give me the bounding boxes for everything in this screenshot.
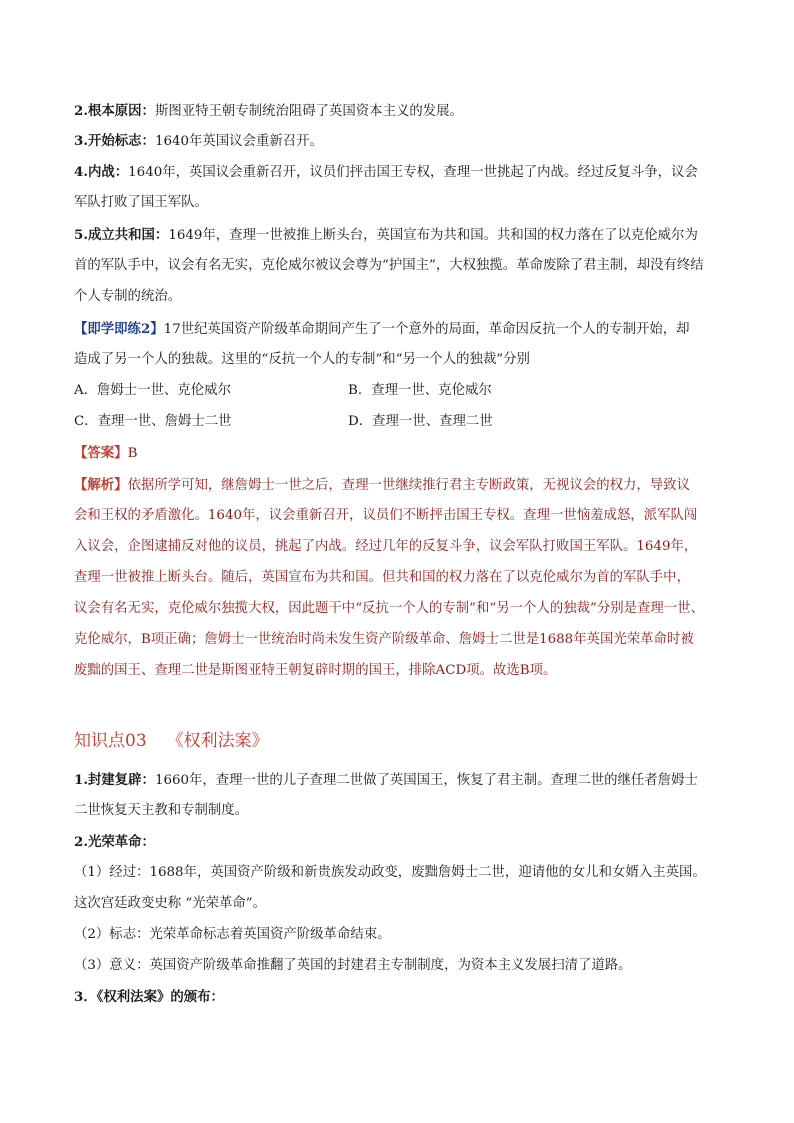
cause-label: 2.根本原因： bbox=[74, 103, 155, 119]
sign-text: 光荣革命标志着英国资产阶级革命结束。 bbox=[149, 927, 391, 942]
analysis-line-3: 入议会，企图逮捕反对他的议员，挑起了内战。经过几年的反复斗争，议会军队打败国王军队。1649年， bbox=[74, 539, 698, 554]
analysis-line-5: 议会有名无实，克伦威尔独揽大权，因此题干中“反抗一个人的专制”和“另一个人的独裁”分别是查理一世、 bbox=[74, 601, 704, 616]
option-a: A．詹姆士一世、克伦威尔 bbox=[74, 383, 231, 398]
option-c: C．查理一世、詹姆士二世 bbox=[74, 414, 232, 429]
analysis-line-1 bbox=[74, 476, 690, 495]
answer-line bbox=[74, 444, 137, 463]
answer-value: B bbox=[127, 446, 138, 461]
republic-label: 5.成立共和国： bbox=[74, 227, 169, 243]
knowledge-point-heading bbox=[74, 730, 269, 752]
analysis-line-7: 废黜的国王、查理二世是斯图亚特王朝复辟时期的国王，排除ACD项。故选B项。 bbox=[74, 663, 557, 678]
cause-text: 斯图亚特王朝专制统治阻碍了英国资本主义的发展。 bbox=[154, 104, 463, 119]
process-label: （1）经过： bbox=[74, 865, 150, 880]
republic-text-1: 1649年，查理一世被推上断头台，英国宣布为共和国。共和国的权力落在了以克伦威尔为 bbox=[168, 228, 698, 243]
exercise-tag: 【即学即练2】 bbox=[74, 321, 164, 337]
sign-label: （2）标志： bbox=[74, 927, 150, 942]
start-sign-line bbox=[74, 132, 323, 151]
restoration-text-1: 1660年，查理一世的儿子查理二世做了英国国王，恢复了君主制。查理二世的继任者詹姆士 bbox=[154, 773, 698, 788]
analysis-tag: 【解析】 bbox=[74, 477, 128, 493]
significance-label: （3）意义： bbox=[74, 958, 150, 973]
knowledge-point-number: 知识点03 bbox=[74, 731, 147, 751]
civil-war-line-2: 军队打败了国王军队。 bbox=[74, 195, 208, 210]
analysis-line-4: 查理一世被推上断头台。随后，英国宣布为共和国。但共和国的权力落在了以克伦威尔为首的军队手中， bbox=[74, 570, 690, 585]
exercise-question-line-2: 造成了另一个人的独裁。这里的“反抗一个人的专制”和“另一个人的独裁”分别 bbox=[74, 352, 530, 367]
process-line-2: 这次宫廷政变史称 “光荣革命”。 bbox=[74, 896, 267, 911]
restoration-label: 1.封建复辟： bbox=[74, 772, 155, 788]
republic-line-2: 首的军队手中，议会有名无实，克伦威尔被议会尊为“护国主”，大权独揽。革命废除了君主制，却没有终结 bbox=[74, 258, 704, 273]
restoration-line-2: 二世恢复天主教和专制制度。 bbox=[74, 803, 249, 818]
analysis-line-6: 克伦威尔，B项正确；詹姆士一世统治时尚未发生资产阶级革命、詹姆士二世是1688年英国光荣革命时被 bbox=[74, 632, 694, 647]
significance-line bbox=[74, 957, 632, 975]
republic-line-1 bbox=[74, 226, 698, 245]
civil-war-line-1 bbox=[74, 163, 698, 182]
knowledge-point-title: 《权利法案》 bbox=[166, 731, 269, 751]
start-sign-label: 3.开始标志： bbox=[74, 133, 155, 149]
cause-line bbox=[74, 102, 463, 121]
option-d: D．查理一世、查理二世 bbox=[348, 414, 493, 429]
option-b: B．查理一世、克伦威尔 bbox=[348, 383, 492, 398]
bill-of-rights-heading: 3．《权利法案》的颁布： bbox=[74, 989, 224, 1005]
sign-line bbox=[74, 926, 391, 944]
significance-text: 英国资产阶级革命推翻了英国的封建君主专制制度，为资本主义发展扫清了道路。 bbox=[149, 958, 632, 973]
republic-line-3: 个人专制的统治。 bbox=[74, 289, 182, 304]
process-line-1 bbox=[74, 864, 706, 882]
start-sign-text: 1640年英国议会重新召开。 bbox=[154, 134, 323, 149]
restoration-line-1 bbox=[74, 771, 698, 790]
exercise-question-text-1: 17世纪英国资产阶级革命期间产生了一个意外的局面，革命因反抗一个人的专制开始，却 bbox=[163, 322, 690, 337]
answer-tag: 【答案】 bbox=[74, 445, 128, 461]
civil-war-label: 4.内战： bbox=[74, 164, 129, 180]
process-text-1: 1688年，英国资产阶级和新贵族发动政变，废黜詹姆士二世，迎请他的女儿和女婿入主英国。 bbox=[149, 865, 706, 880]
exercise-question-line-1 bbox=[74, 320, 690, 339]
analysis-text-1: 依据所学可知，继詹姆士一世之后，查理一世继续推行君主专断政策，无视议会的权力，导致议 bbox=[127, 478, 690, 493]
civil-war-text-1: 1640年，英国议会重新召开，议员们抨击国王专权，查理一世挑起了内战。经过反复斗争，议会 bbox=[128, 165, 698, 180]
analysis-line-2: 会和王权的矛盾激化。1640年，议会重新召开，议员们不断抨击国王专权。查理一世恼羞成怒，派军队闯 bbox=[74, 508, 698, 523]
glorious-revolution-heading: 2.光荣革命： bbox=[74, 834, 155, 850]
